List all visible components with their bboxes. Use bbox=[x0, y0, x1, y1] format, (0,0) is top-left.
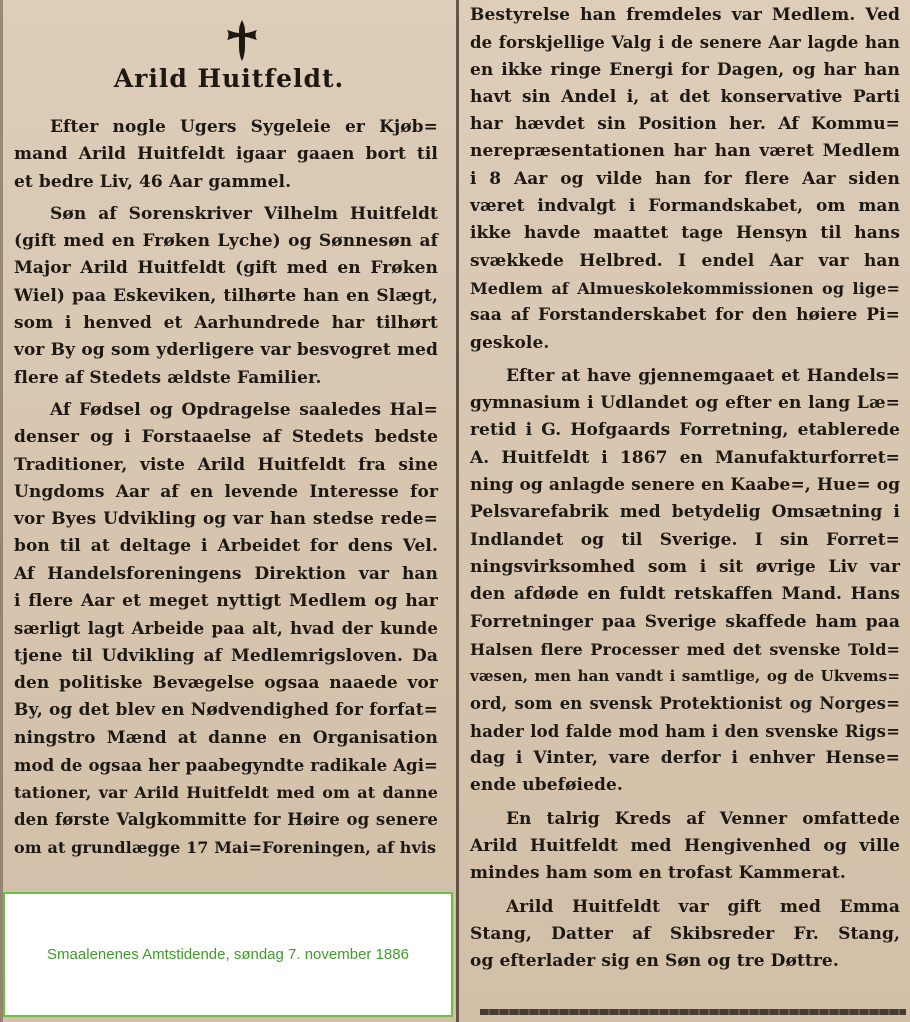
text-line: ningstro Mænd at danne en Organisation bbox=[14, 727, 438, 748]
text-line: vor By og som yderligere var besvogret med bbox=[14, 340, 438, 361]
text-line: mand Arild Huitfeldt igaar gaaen bort til bbox=[14, 144, 438, 165]
text-line: geskole. bbox=[470, 332, 550, 353]
text-line: dag i Vinter, vare derfor i enhver Hense= bbox=[470, 748, 900, 769]
text-line: (gift med en Frøken Lyche) og Sønnesøn af bbox=[14, 231, 438, 252]
text-line: Major Arild Huitfeldt (gift med en Frøken bbox=[14, 258, 438, 279]
text-line: denser og i Forstaaelse af Stedets bedste bbox=[14, 427, 438, 448]
text-line: ende ubeføiede. bbox=[470, 775, 623, 796]
text-line: særligt lagt Arbeide paa alt, hvad der kunde bbox=[14, 619, 438, 639]
text-line: en ikke ringe Energi for Dagen, og har han bbox=[470, 59, 900, 80]
text-line: Stang, Datter af Skibsreder Fr. Stang, bbox=[470, 923, 900, 944]
paragraph bbox=[470, 363, 900, 800]
text-line: og efterlader sig en Søn og tre Døttre. bbox=[470, 951, 839, 972]
text-line: En talrig Kreds af Venner omfattede bbox=[506, 808, 900, 829]
text-line: retid i G. Hofgaards Forretning, etablerede bbox=[470, 420, 900, 441]
source-caption: Smaalenenes Amtstidende, søndag 7. november 1886 bbox=[47, 946, 409, 963]
text-line: har hævdet sin Position her. Af Kommu= bbox=[470, 114, 900, 135]
text-line: Pelsvarefabrik med betydelig Omsætning i bbox=[470, 502, 900, 523]
cross-icon bbox=[225, 18, 259, 62]
text-line: været indvalgt i Formandskabet, om man bbox=[470, 196, 900, 217]
text-line: ning og anlagde senere en Kaabe=, Hue= og bbox=[470, 475, 901, 496]
text-line: Indlandet og til Sverige. I sin Forret= bbox=[470, 529, 900, 550]
text-line: Bestyrelse han fremdeles var Medlem. Ved bbox=[470, 5, 900, 25]
paragraph bbox=[14, 201, 438, 392]
paragraph bbox=[14, 114, 438, 196]
paragraph bbox=[470, 894, 900, 976]
text-line: væsen, men han vandt i samtlige, og de Ukvems= bbox=[470, 667, 900, 686]
text-line: tationer, var Arild Huitfeldt med om at danne bbox=[14, 783, 438, 803]
column-divider bbox=[456, 0, 459, 1022]
text-line: et bedre Liv, 46 Aar gammel. bbox=[14, 171, 292, 192]
left-column bbox=[14, 0, 444, 1022]
text-line: havt sin Andel i, at det konservative Parti bbox=[470, 86, 900, 107]
text-line: Wiel) paa Eskeviken, tilhørte han en Slægt, bbox=[14, 285, 438, 306]
text-line: den afdøde en fuldt retskaffen Mand. Hans bbox=[470, 584, 900, 605]
text-line: Af Handelsforeningens Direktion var han bbox=[14, 563, 438, 584]
text-line: By, og det blev en Nødvendighed for forfat= bbox=[14, 700, 438, 721]
text-line: flere af Stedets ældste Familier. bbox=[14, 367, 322, 388]
page-edge-shadow bbox=[0, 0, 3, 1022]
paragraph bbox=[470, 2, 900, 357]
text-line: Efter at have gjennemgaaet et Handels= bbox=[506, 365, 900, 386]
text-line: Efter nogle Ugers Sygeleie er Kjøb= bbox=[50, 117, 438, 137]
text-line: saa af Forstanderskabet for den høiere Pi= bbox=[470, 305, 900, 326]
text-line: ningsvirksomhed som i sit øvrige Liv var bbox=[470, 556, 900, 577]
text-line: mindes ham som en trofast Kammerat. bbox=[470, 863, 846, 884]
text-line: bon til at deltage i Arbeidet for dens Vel. bbox=[14, 536, 438, 557]
text-line: ikke havde maattet tage Hensyn til hans bbox=[470, 223, 900, 244]
bottom-rule bbox=[480, 1009, 906, 1015]
text-line: tjene til Udvikling af Medlemrigsloven. Da bbox=[14, 645, 438, 666]
text-line: om at grundlægge 17 Mai=Foreningen, af hvis bbox=[14, 837, 437, 857]
text-line: nerepræsentationen har han været Medlem bbox=[470, 141, 900, 162]
text-line: gymnasium i Udlandet og efter en lang Læ= bbox=[470, 393, 900, 414]
text-line: som i henved et Aarhundrede har tilhørt bbox=[14, 313, 438, 334]
text-line: Ungdoms Aar af en levende Interesse for bbox=[14, 481, 438, 502]
text-line: Søn af Sorenskriver Vilhelm Huitfeldt bbox=[50, 203, 438, 224]
text-line: Traditioner, viste Arild Huitfeldt fra sine bbox=[14, 454, 438, 475]
text-line: i 8 Aar og vilde han for flere Aar siden bbox=[470, 168, 900, 189]
text-line: Halsen flere Processer med det svenske Told= bbox=[470, 639, 900, 659]
text-line: Af Fødsel og Opdragelse saaledes Hal= bbox=[50, 400, 438, 420]
text-line: Arild Huitfeldt med Hengivenhed og ville bbox=[470, 835, 900, 856]
text-line: mod de ogsaa her paabegyndte radikale Agi= bbox=[14, 755, 438, 775]
right-column bbox=[470, 0, 906, 1022]
text-line: A. Huitfeldt i 1867 en Manufakturforret= bbox=[470, 447, 900, 468]
text-line: den første Valgkommitte for Høire og senere bbox=[14, 810, 438, 830]
text-line: Arild Huitfeldt var gift med Emma bbox=[506, 896, 900, 917]
text-line: svækkede Helbred. I endel Aar var han bbox=[470, 250, 900, 271]
text-line: i flere Aar et meget nyttigt Medlem og har bbox=[14, 591, 438, 612]
caption-box bbox=[3, 892, 453, 1017]
text-line: vor Byes Udvikling og var han stedse rede= bbox=[14, 509, 438, 530]
paragraph bbox=[470, 806, 900, 888]
text-line: Medlem af Almueskolekommissionen og lige= bbox=[470, 278, 900, 298]
paragraph bbox=[14, 397, 438, 861]
article-title: Arild Huitfeldt. bbox=[113, 64, 345, 93]
text-line: Forretninger paa Sverige skaffede ham paa bbox=[470, 611, 900, 632]
text-line: hader lod falde mod ham i den svenske Rigs= bbox=[470, 721, 900, 741]
text-line: den politiske Bevægelse ogsaa naaede vor bbox=[14, 672, 438, 693]
text-line: ord, som en svensk Protektionist og Norges= bbox=[470, 694, 900, 714]
text-line: de forskjellige Valg i de senere Aar lagde han bbox=[470, 33, 900, 53]
